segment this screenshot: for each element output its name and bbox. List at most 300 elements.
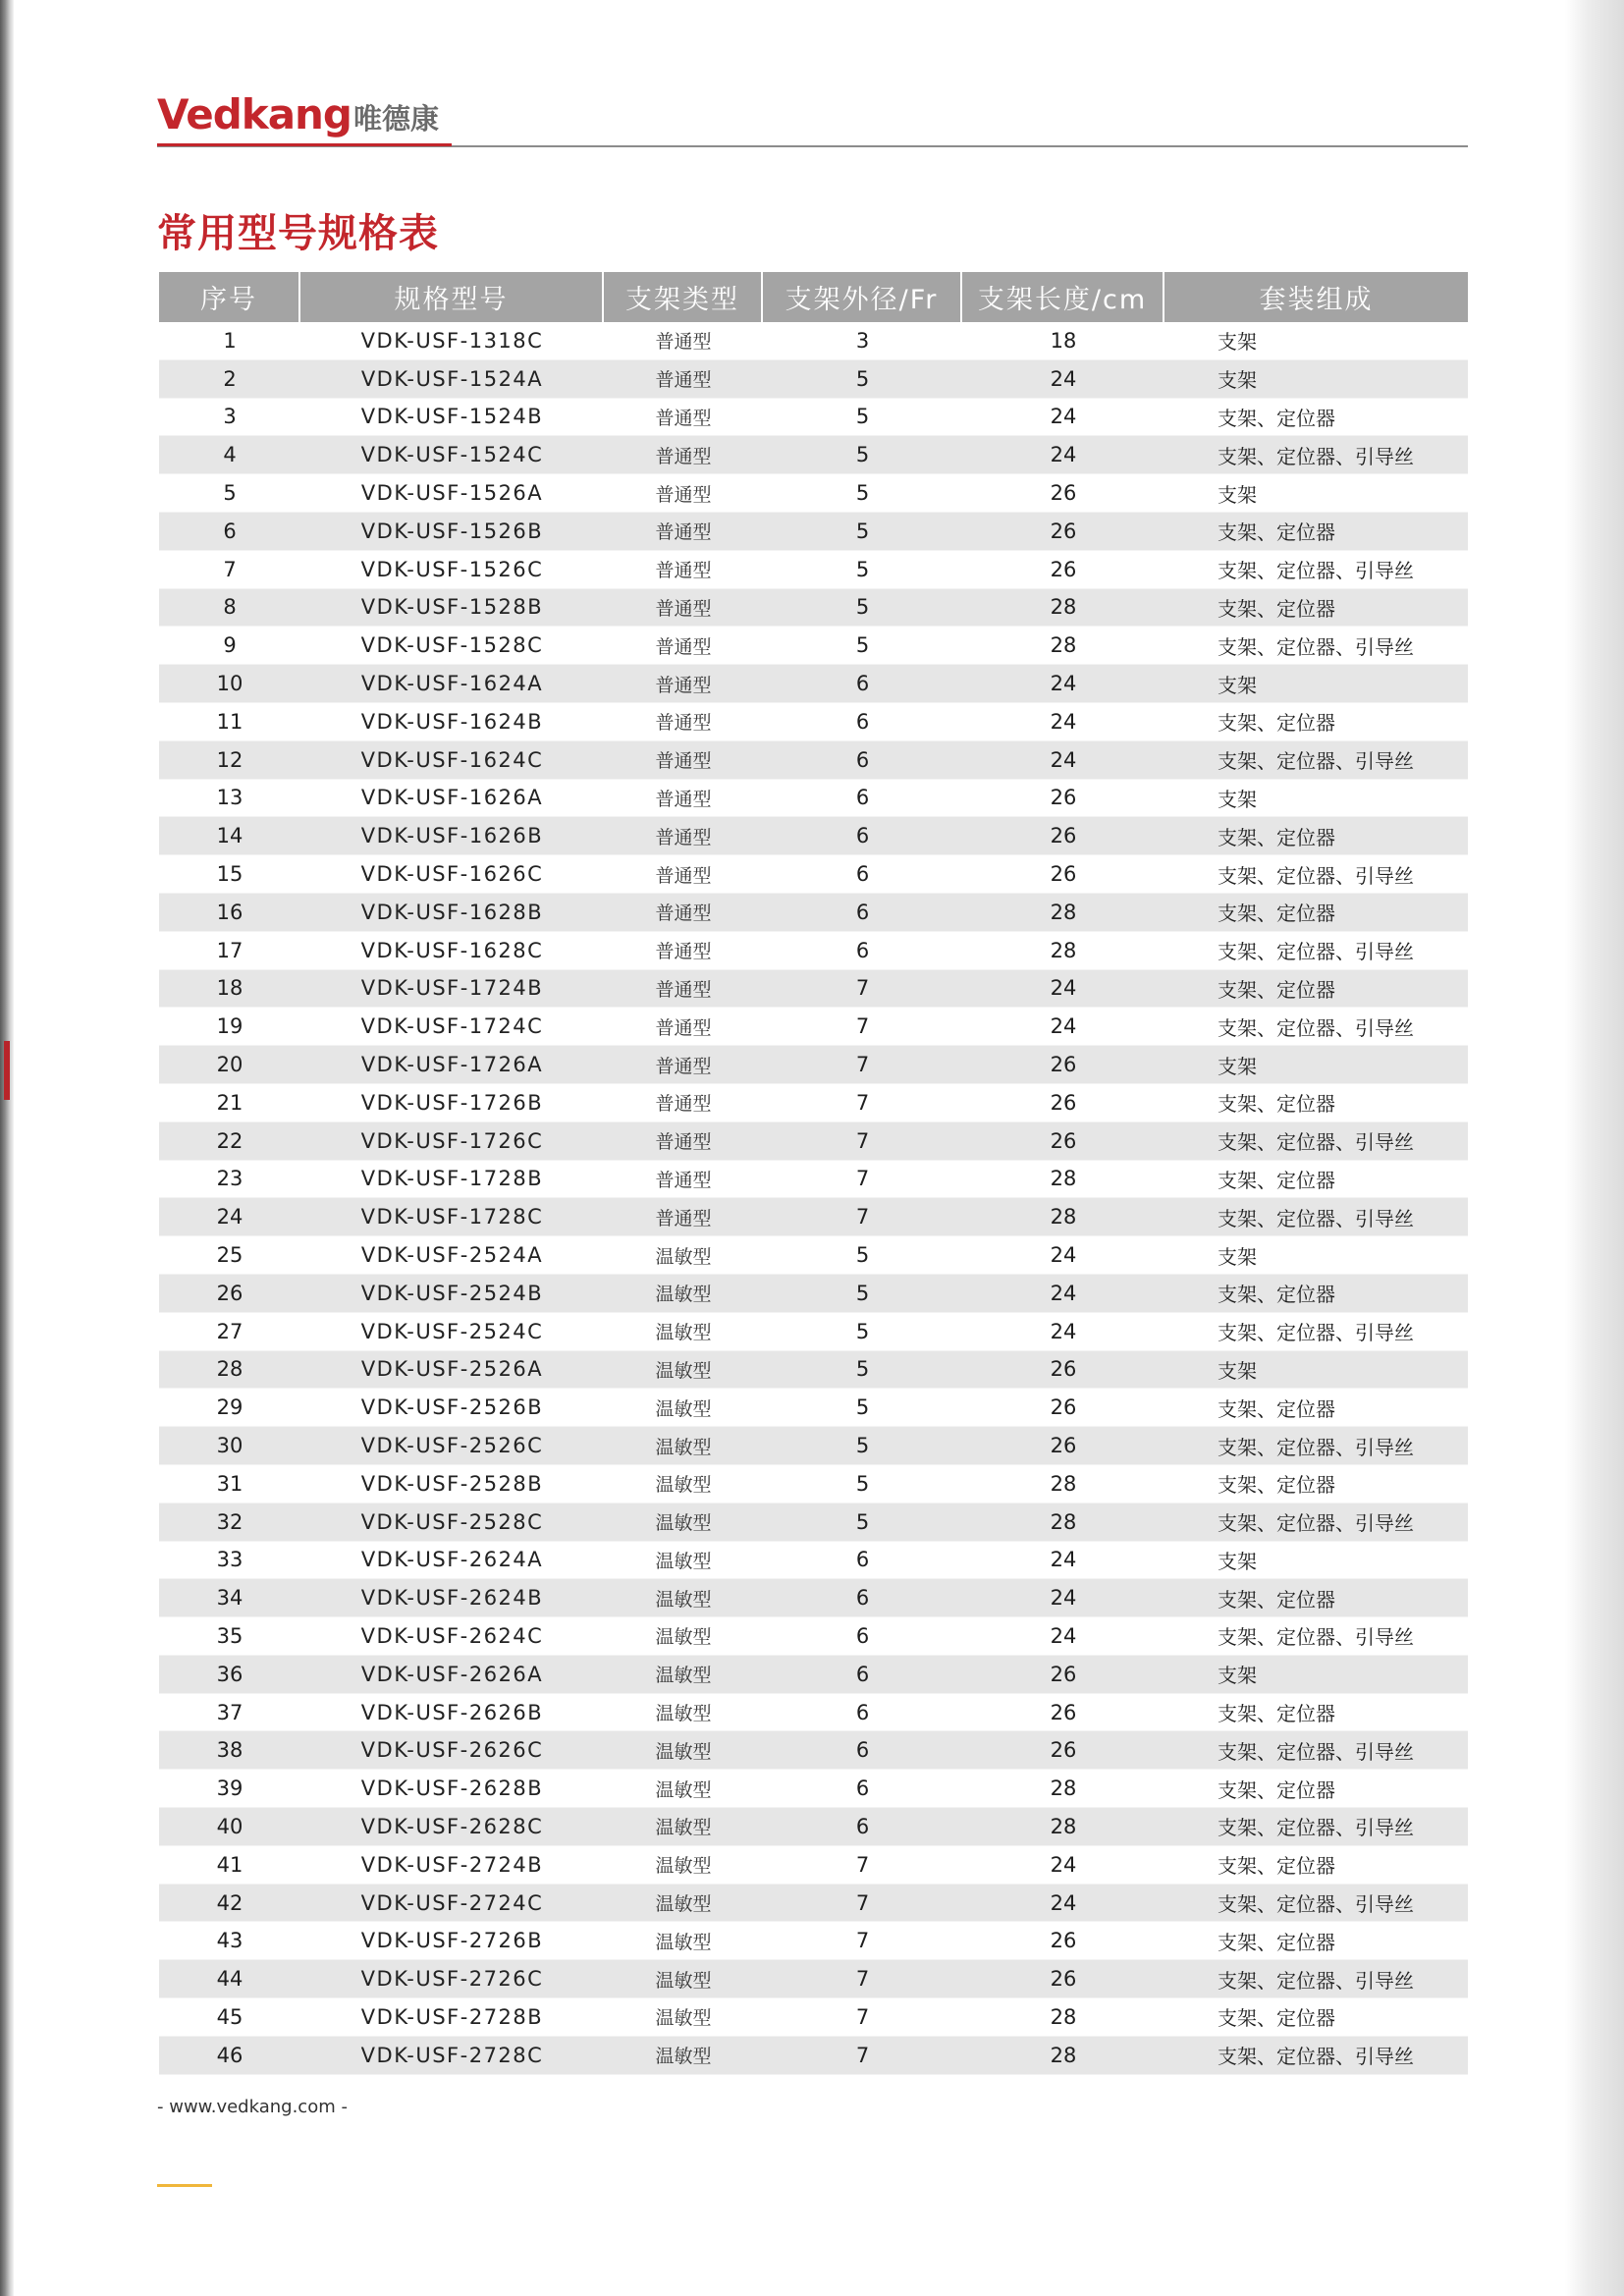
cell-length: 28 — [1050, 1471, 1077, 1496]
table-row — [159, 1656, 1468, 1694]
cell-type: 普通型 — [655, 445, 712, 467]
cell-model: VDK-USF-2726C — [360, 1967, 544, 1992]
cell-kit: 支架、定位器 — [1218, 1092, 1335, 1117]
cell-outer-diameter: 6 — [855, 1586, 870, 1611]
cell-outer-diameter: 5 — [855, 633, 870, 658]
cell-length: 28 — [1050, 1509, 1077, 1534]
table-row — [159, 1313, 1468, 1351]
cell-type: 温敏型 — [655, 1893, 712, 1916]
cell-length: 18 — [1050, 328, 1077, 353]
cell-outer-diameter: 5 — [855, 557, 870, 581]
header-kit: 套装组成 — [1259, 285, 1374, 315]
cell-outer-diameter: 5 — [855, 443, 870, 467]
cell-type: 温敏型 — [655, 1703, 712, 1725]
table-row — [159, 970, 1468, 1009]
cell-model: VDK-USF-2526C — [360, 1434, 544, 1457]
cell-length: 24 — [1050, 1014, 1077, 1039]
cell-type: 普通型 — [655, 864, 712, 887]
cell-model: VDK-USF-2628B — [360, 1777, 544, 1801]
cell-outer-diameter: 6 — [855, 824, 870, 848]
cell-type: 普通型 — [655, 788, 712, 810]
cell-length: 26 — [1050, 824, 1077, 848]
footer-accent-mark — [157, 2184, 212, 2187]
cell-length: 28 — [1050, 1205, 1077, 1230]
table-row — [159, 322, 1468, 360]
cell-kit: 支架、定位器 — [1218, 977, 1335, 1002]
cell-no: 20 — [216, 1053, 244, 1077]
cell-no: 29 — [216, 1395, 244, 1420]
cell-length: 24 — [1050, 747, 1077, 772]
cell-kit: 支架、定位器、引导丝 — [1218, 1892, 1414, 1917]
cell-no: 32 — [216, 1509, 244, 1534]
cell-no: 40 — [216, 1814, 244, 1838]
cell-length: 24 — [1050, 1586, 1077, 1611]
cell-no: 5 — [223, 481, 237, 506]
cell-model: VDK-USF-2724B — [360, 1852, 544, 1877]
cell-no: 4 — [223, 443, 237, 467]
table-row — [159, 855, 1468, 894]
cell-type: 普通型 — [655, 521, 712, 544]
cell-kit: 支架、定位器 — [1218, 1473, 1335, 1498]
cell-model: VDK-USF-1728C — [360, 1205, 544, 1230]
cell-length: 26 — [1050, 1053, 1077, 1077]
cell-kit: 支架、定位器 — [1218, 596, 1335, 621]
cell-length: 28 — [1050, 2004, 1077, 2029]
cell-outer-diameter: 7 — [855, 1852, 870, 1877]
cell-outer-diameter: 6 — [855, 938, 870, 962]
cell-outer-diameter: 7 — [855, 1128, 870, 1153]
cell-no: 9 — [223, 633, 237, 658]
table-row — [159, 589, 1468, 628]
cell-no: 11 — [216, 709, 244, 734]
cell-type: 温敏型 — [655, 1665, 712, 1687]
cell-length: 26 — [1050, 1090, 1077, 1115]
header-length: 支架长度/cm — [962, 272, 1164, 322]
cell-outer-diameter: 5 — [855, 1357, 870, 1382]
cell-model: VDK-USF-2524B — [360, 1281, 544, 1305]
cell-type: 温敏型 — [655, 1436, 712, 1458]
cell-outer-diameter: 5 — [855, 1281, 870, 1305]
table-row — [159, 665, 1468, 703]
cell-kit: 支架、定位器 — [1218, 1777, 1335, 1802]
cell-outer-diameter: 6 — [855, 1623, 870, 1648]
cell-kit: 支架、定位器、引导丝 — [1218, 1206, 1414, 1230]
cell-type: 温敏型 — [655, 1626, 712, 1649]
table-body — [159, 322, 1468, 2075]
cell-outer-diameter: 6 — [855, 1662, 870, 1686]
cell-length: 26 — [1050, 1128, 1077, 1153]
cell-outer-diameter: 3 — [855, 328, 870, 353]
cell-kit: 支架、定位器、引导丝 — [1218, 2045, 1414, 2069]
cell-length: 28 — [1050, 1777, 1077, 1801]
cell-length: 26 — [1050, 1395, 1077, 1420]
table-row — [159, 1275, 1468, 1313]
cell-kit: 支架、定位器、引导丝 — [1218, 1130, 1414, 1155]
cell-model: VDK-USF-1726B — [360, 1090, 544, 1115]
table-row — [159, 436, 1468, 474]
cell-length: 26 — [1050, 1700, 1077, 1724]
cell-type: 普通型 — [655, 331, 712, 354]
cell-kit: 支架、定位器 — [1218, 1396, 1335, 1421]
page-gutter-shadow — [1565, 0, 1624, 2296]
cell-kit: 支架、定位器、引导丝 — [1218, 1015, 1414, 1040]
cell-no: 39 — [216, 1777, 244, 1801]
table-row — [159, 1161, 1468, 1199]
cell-kit: 支架、定位器 — [1218, 1283, 1335, 1307]
cell-no: 27 — [216, 1319, 244, 1343]
cell-length: 26 — [1050, 1967, 1077, 1992]
cell-no: 43 — [216, 1929, 244, 1953]
cell-kit: 支架 — [1218, 482, 1257, 507]
cell-type: 温敏型 — [655, 1778, 712, 1801]
cell-no: 10 — [216, 672, 244, 696]
cell-type: 温敏型 — [655, 1969, 712, 1992]
cell-no: 21 — [216, 1090, 244, 1115]
cell-type: 普通型 — [655, 941, 712, 963]
cell-type: 普通型 — [655, 407, 712, 429]
table-row — [159, 1885, 1468, 1923]
cell-no: 35 — [216, 1623, 244, 1648]
table-row — [159, 360, 1468, 399]
table-row — [159, 551, 1468, 589]
cell-type: 温敏型 — [655, 1740, 712, 1763]
cell-kit: 支架、定位器、引导丝 — [1218, 1739, 1414, 1764]
cell-outer-diameter: 5 — [855, 481, 870, 506]
cell-kit: 支架、定位器 — [1218, 902, 1335, 926]
cell-no: 18 — [216, 976, 244, 1001]
cell-kit: 支架、定位器 — [1218, 1168, 1335, 1192]
spec-table — [159, 272, 1468, 2075]
cell-length: 26 — [1050, 481, 1077, 506]
cell-length: 26 — [1050, 1662, 1077, 1686]
cell-model: VDK-USF-1726A — [360, 1053, 544, 1077]
cell-no: 33 — [216, 1548, 244, 1572]
cell-kit: 支架、定位器 — [1218, 1854, 1335, 1879]
cell-outer-diameter: 7 — [855, 1967, 870, 1992]
cell-outer-diameter: 7 — [855, 2004, 870, 2029]
cell-outer-diameter: 6 — [855, 672, 870, 696]
table-row — [159, 1008, 1468, 1046]
cell-no: 22 — [216, 1128, 244, 1153]
cell-no: 30 — [216, 1434, 244, 1457]
cell-kit: 支架、定位器 — [1218, 2006, 1335, 2031]
cell-no: 25 — [216, 1243, 244, 1268]
cell-type: 温敏型 — [655, 1474, 712, 1497]
cell-outer-diameter: 7 — [855, 976, 870, 1001]
cell-no: 28 — [216, 1357, 244, 1382]
page-edge-red-mark — [4, 1041, 10, 1100]
cell-type: 温敏型 — [655, 1322, 712, 1344]
cell-model: VDK-USF-1528C — [360, 633, 544, 658]
cell-no: 31 — [216, 1471, 244, 1496]
cell-length: 28 — [1050, 633, 1077, 658]
cell-outer-diameter: 5 — [855, 595, 870, 620]
cell-type: 温敏型 — [655, 1359, 712, 1382]
cell-length: 24 — [1050, 1890, 1077, 1915]
cell-type: 温敏型 — [655, 1855, 712, 1878]
cell-model: VDK-USF-1724B — [360, 976, 544, 1001]
cell-kit: 支架、定位器、引导丝 — [1218, 1435, 1414, 1459]
table-row — [159, 1465, 1468, 1503]
table-row — [159, 513, 1468, 551]
cell-model: VDK-USF-2726B — [360, 1929, 544, 1953]
table-row — [159, 894, 1468, 932]
page-edge-shadow — [0, 0, 14, 2296]
cell-type: 温敏型 — [655, 1931, 712, 1953]
cell-length: 24 — [1050, 976, 1077, 1001]
cell-outer-diameter: 7 — [855, 1929, 870, 1953]
cell-outer-diameter: 7 — [855, 1014, 870, 1039]
cell-no: 16 — [216, 900, 244, 924]
cell-kit: 支架、定位器、引导丝 — [1218, 1968, 1414, 1993]
cell-length: 24 — [1050, 1623, 1077, 1648]
cell-type: 普通型 — [655, 483, 712, 506]
cell-model: VDK-USF-2526B — [360, 1395, 544, 1420]
table-row — [159, 1846, 1468, 1885]
cell-length: 24 — [1050, 709, 1077, 734]
cell-no: 17 — [216, 938, 244, 962]
cell-length: 26 — [1050, 1929, 1077, 1953]
header-outer-diameter: 支架外径/Fr — [763, 272, 962, 322]
cell-type: 温敏型 — [655, 1284, 712, 1306]
table-row — [159, 932, 1468, 970]
cell-outer-diameter: 6 — [855, 1814, 870, 1838]
cell-outer-diameter: 7 — [855, 2043, 870, 2067]
cell-length: 28 — [1050, 900, 1077, 924]
cell-model: VDK-USF-1318C — [360, 328, 544, 353]
cell-kit: 支架、定位器 — [1218, 825, 1335, 849]
cell-no: 14 — [216, 824, 244, 848]
cell-model: VDK-USF-2624B — [360, 1586, 544, 1611]
page-title: 常用型号规格表 — [157, 211, 439, 256]
cell-model: VDK-USF-1524B — [360, 405, 544, 429]
cell-no: 38 — [216, 1738, 244, 1763]
cell-kit: 支架、定位器、引导丝 — [1218, 1816, 1414, 1840]
cell-outer-diameter: 6 — [855, 709, 870, 734]
cell-model: VDK-USF-2626B — [360, 1700, 544, 1724]
table-row — [159, 1998, 1468, 2037]
cell-length: 24 — [1050, 1548, 1077, 1572]
cell-outer-diameter: 7 — [855, 1167, 870, 1191]
table-row — [159, 1731, 1468, 1770]
cell-outer-diameter: 6 — [855, 747, 870, 772]
cell-no: 15 — [216, 862, 244, 887]
table-row — [159, 1694, 1468, 1732]
cell-kit: 支架、定位器、引导丝 — [1218, 559, 1414, 583]
table-row — [159, 817, 1468, 855]
cell-type: 普通型 — [655, 712, 712, 735]
cell-outer-diameter: 5 — [855, 1434, 870, 1457]
cell-model: VDK-USF-2526A — [360, 1357, 544, 1382]
cell-type: 温敏型 — [655, 1550, 712, 1572]
brand-logo — [157, 90, 439, 139]
cell-outer-diameter: 6 — [855, 1738, 870, 1763]
cell-type: 普通型 — [655, 1093, 712, 1116]
cell-model: VDK-USF-1728B — [360, 1167, 544, 1191]
cell-kit: 支架 — [1218, 368, 1257, 393]
cell-no: 19 — [216, 1014, 244, 1039]
cell-no: 3 — [223, 405, 237, 429]
cell-length: 24 — [1050, 443, 1077, 467]
cell-no: 41 — [216, 1852, 244, 1877]
cell-kit: 支架 — [1218, 1549, 1257, 1573]
cell-kit: 支架 — [1218, 1054, 1257, 1078]
cell-kit: 支架 — [1218, 1244, 1257, 1269]
cell-outer-diameter: 5 — [855, 366, 870, 391]
cell-model: VDK-USF-2528B — [360, 1471, 544, 1496]
cell-no: 1 — [223, 328, 237, 353]
cell-model: VDK-USF-2626A — [360, 1662, 544, 1686]
cell-kit: 支架、定位器 — [1218, 406, 1335, 430]
cell-outer-diameter: 7 — [855, 1090, 870, 1115]
cell-type: 温敏型 — [655, 1245, 712, 1268]
table-row — [159, 1960, 1468, 1998]
cell-model: VDK-USF-1526B — [360, 519, 544, 543]
header-no: 序号 — [159, 272, 300, 322]
cell-length: 28 — [1050, 595, 1077, 620]
cell-length: 24 — [1050, 1281, 1077, 1305]
cell-no: 6 — [223, 519, 237, 543]
table-row — [159, 474, 1468, 513]
cell-no: 34 — [216, 1586, 244, 1611]
cell-length: 26 — [1050, 1434, 1077, 1457]
cell-length: 24 — [1050, 366, 1077, 391]
cell-type: 普通型 — [655, 1016, 712, 1039]
cell-model: VDK-USF-1524C — [360, 443, 544, 467]
cell-length: 24 — [1050, 1852, 1077, 1877]
brand-logo-chinese: 唯德康 — [353, 102, 440, 136]
table-row — [159, 2037, 1468, 2075]
cell-kit: 支架 — [1218, 1664, 1257, 1688]
cell-kit: 支架、定位器 — [1218, 711, 1335, 736]
cell-model: VDK-USF-2728B — [360, 2004, 544, 2029]
cell-kit: 支架、定位器、引导丝 — [1218, 749, 1414, 774]
cell-model: VDK-USF-1626A — [360, 786, 544, 810]
table-row — [159, 1122, 1468, 1161]
cell-model: VDK-USF-2624A — [360, 1548, 544, 1572]
cell-type: 普通型 — [655, 560, 712, 582]
cell-type: 温敏型 — [655, 1588, 712, 1611]
cell-outer-diameter: 5 — [855, 1243, 870, 1268]
cell-outer-diameter: 6 — [855, 862, 870, 887]
cell-model: VDK-USF-2728C — [360, 2043, 544, 2067]
cell-model: VDK-USF-2628C — [360, 1814, 544, 1838]
cell-type: 普通型 — [655, 635, 712, 658]
cell-length: 24 — [1050, 405, 1077, 429]
table-row — [159, 1389, 1468, 1427]
table-row — [159, 741, 1468, 780]
cell-length: 26 — [1050, 557, 1077, 581]
table-row — [159, 1770, 1468, 1808]
cell-model: VDK-USF-2528C — [360, 1509, 544, 1534]
table-row — [159, 1236, 1468, 1275]
table-header — [159, 272, 1468, 322]
table-row — [159, 1351, 1468, 1390]
cell-outer-diameter: 6 — [855, 900, 870, 924]
cell-model: VDK-USF-2524A — [360, 1243, 544, 1268]
cell-no: 12 — [216, 747, 244, 772]
cell-kit: 支架、定位器、引导丝 — [1218, 1321, 1414, 1345]
cell-type: 普通型 — [655, 902, 712, 925]
header-divider-accent — [157, 143, 452, 146]
table-row — [159, 627, 1468, 665]
cell-kit: 支架、定位器 — [1218, 1930, 1335, 1954]
cell-length: 26 — [1050, 1738, 1077, 1763]
table-row — [159, 1922, 1468, 1960]
table-row — [159, 1046, 1468, 1084]
cell-model: VDK-USF-1624B — [360, 709, 544, 734]
cell-kit: 支架、定位器、引导丝 — [1218, 1511, 1414, 1536]
cell-no: 36 — [216, 1662, 244, 1686]
cell-model: VDK-USF-1528B — [360, 595, 544, 620]
table-row — [159, 1542, 1468, 1580]
cell-outer-diameter: 5 — [855, 405, 870, 429]
brand-logo-latin: Vedkang — [157, 90, 352, 138]
cell-model: VDK-USF-1524A — [360, 366, 544, 391]
table-row — [159, 1579, 1468, 1617]
cell-length: 28 — [1050, 1814, 1077, 1838]
table-row — [159, 703, 1468, 741]
cell-type: 普通型 — [655, 1169, 712, 1191]
table-row — [159, 1427, 1468, 1465]
cell-model: VDK-USF-1624C — [360, 747, 544, 772]
cell-model: VDK-USF-2524C — [360, 1319, 544, 1343]
cell-no: 44 — [216, 1967, 244, 1992]
header-type: 支架类型 — [604, 272, 763, 322]
cell-type: 普通型 — [655, 1131, 712, 1154]
table-row — [159, 1617, 1468, 1656]
cell-no: 37 — [216, 1700, 244, 1724]
cell-type: 温敏型 — [655, 2007, 712, 2030]
cell-kit: 支架 — [1218, 330, 1257, 355]
cell-length: 24 — [1050, 1243, 1077, 1268]
cell-model: VDK-USF-2624C — [360, 1623, 544, 1648]
cell-type: 普通型 — [655, 1207, 712, 1230]
cell-model: VDK-USF-1628C — [360, 938, 544, 962]
cell-no: 46 — [216, 2043, 244, 2067]
cell-outer-diameter: 5 — [855, 1509, 870, 1534]
cell-kit: 支架 — [1218, 673, 1257, 697]
cell-length: 26 — [1050, 862, 1077, 887]
cell-length: 28 — [1050, 938, 1077, 962]
cell-outer-diameter: 5 — [855, 1471, 870, 1496]
cell-kit: 支架、定位器、引导丝 — [1218, 634, 1414, 659]
cell-length: 26 — [1050, 519, 1077, 543]
cell-type: 普通型 — [655, 597, 712, 620]
cell-type: 温敏型 — [655, 1512, 712, 1535]
cell-kit: 支架、定位器、引导丝 — [1218, 940, 1414, 964]
cell-no: 13 — [216, 786, 244, 810]
cell-no: 24 — [216, 1205, 244, 1230]
table-row — [159, 399, 1468, 437]
cell-no: 2 — [223, 366, 237, 391]
cell-no: 42 — [216, 1890, 244, 1915]
cell-outer-diameter: 6 — [855, 786, 870, 810]
cell-kit: 支架 — [1218, 787, 1257, 811]
cell-model: VDK-USF-1624A — [360, 672, 544, 696]
cell-length: 24 — [1050, 1319, 1077, 1343]
cell-outer-diameter: 5 — [855, 519, 870, 543]
table-row — [159, 1198, 1468, 1236]
cell-type: 普通型 — [655, 369, 712, 392]
cell-no: 8 — [223, 595, 237, 620]
cell-model: VDK-USF-1626C — [360, 862, 544, 887]
cell-type: 温敏型 — [655, 1397, 712, 1420]
cell-outer-diameter: 6 — [855, 1700, 870, 1724]
cell-type: 普通型 — [655, 826, 712, 848]
cell-length: 24 — [1050, 672, 1077, 696]
cell-outer-diameter: 7 — [855, 1205, 870, 1230]
